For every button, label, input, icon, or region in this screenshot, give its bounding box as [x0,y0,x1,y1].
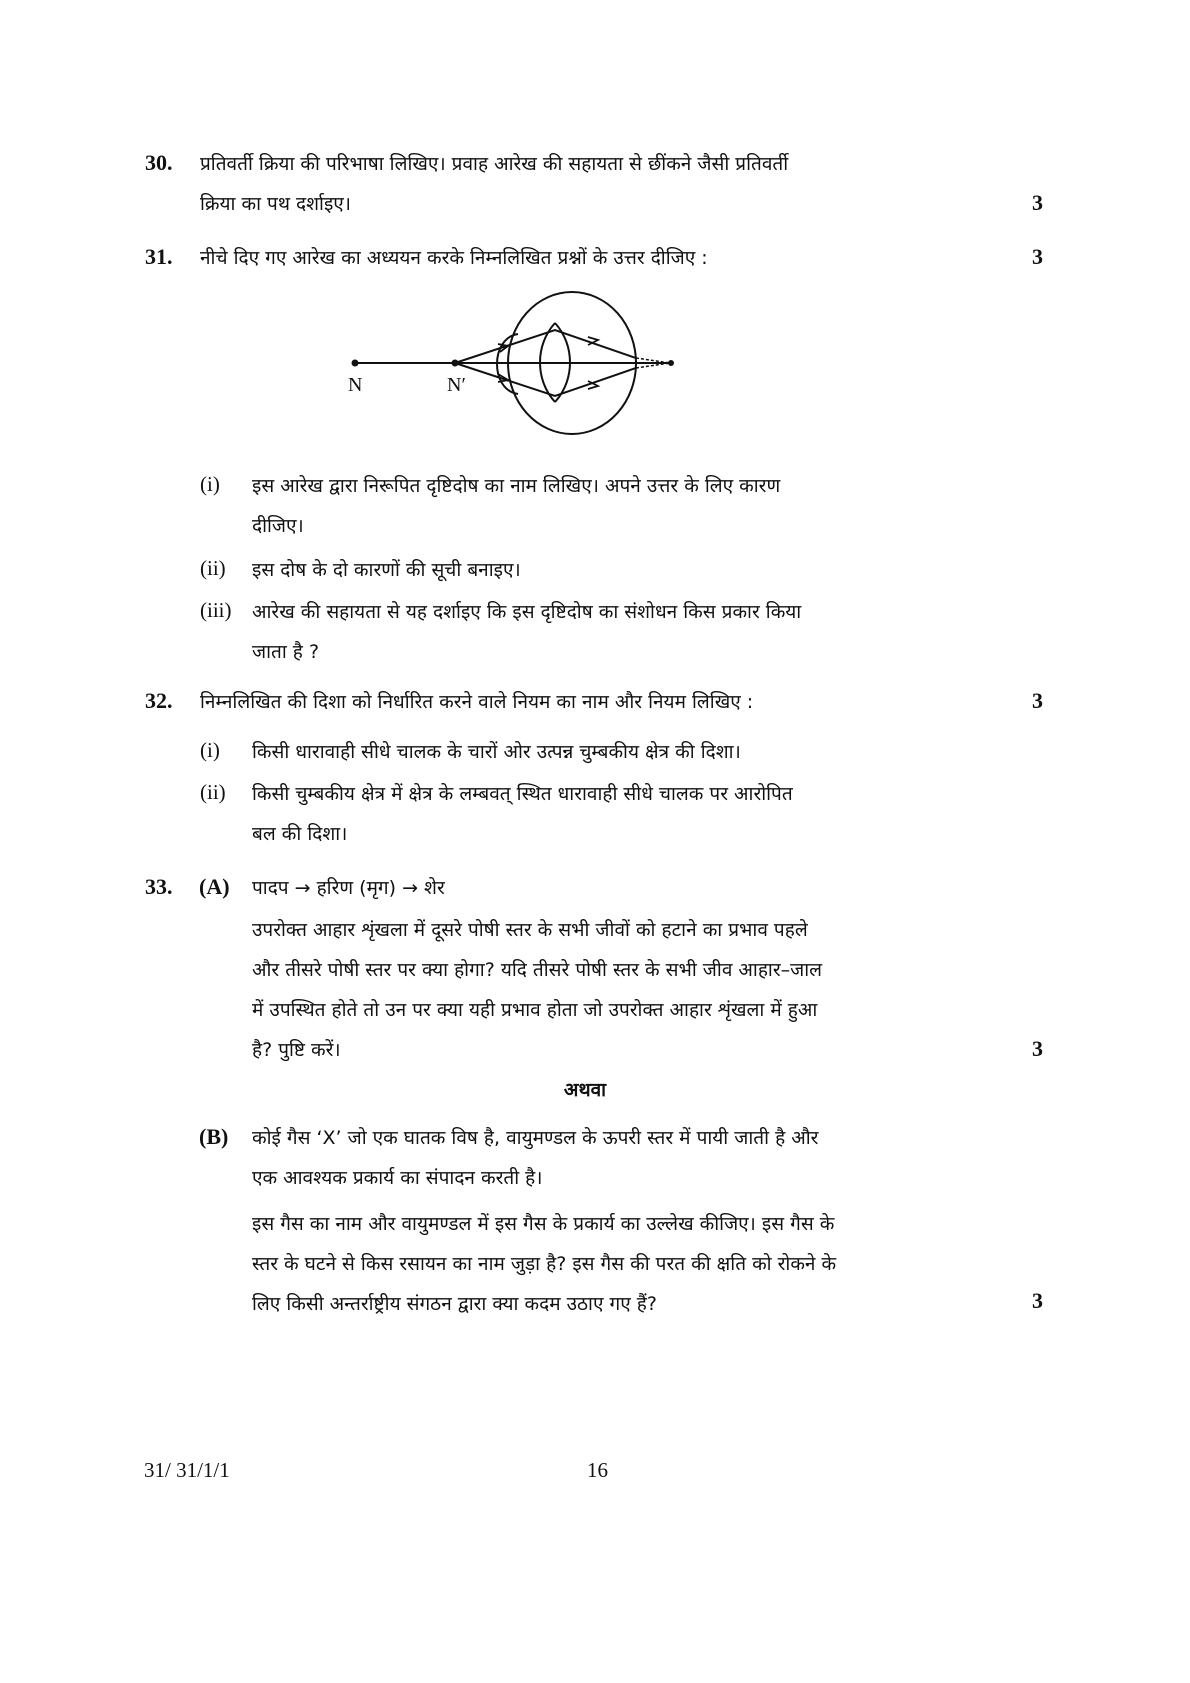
q31-part-i-line-1: इस आरेख द्वारा निरूपित दृष्टिदोष का नाम लिखिए। अपने उत्तर के लिए कारण [252,475,781,497]
diagram-label-n-prime: N′ [447,374,466,396]
q31-part-i-line-2: दीजिए। [252,515,304,537]
marks-30: 3 [1032,190,1043,215]
q31-part-ii-label: (ii) [200,556,226,580]
q31-part-iii-line-1: आरेख की सहायता से यह दर्शाइए कि इस दृष्टिदोष का संशोधन किस प्रकार किया [252,601,802,623]
question-31-text: नीचे दिए गए आरेख का अध्ययन करके निम्नलिखित प्रश्नों के उत्तर दीजिए : [200,247,708,269]
page-number: 16 [587,1458,608,1482]
question-30-line-1: प्रतिवर्ती क्रिया की परिभाषा लिखिए। प्रवाह आरेख की सहायता से छींकने जैसी प्रतिवर्ती [200,153,789,175]
q33-b-line-4: स्तर के घटने से किस रसायन का नाम जुड़ा है? इस गैस की परत की क्षति को रोकने के [252,1253,837,1275]
q32-part-i-line-1: किसी धारावाही सीधे चालक के चारों ओर उत्पन्न चुम्बकीय क्षेत्र की दिशा। [252,741,741,763]
marks-32: 3 [1032,688,1043,713]
question-32-text: निम्नलिखित की दिशा को निर्धारित करने वाले नियम का नाम और नियम लिखिए : [200,691,754,713]
q33-part-a-label: (A) [199,874,230,899]
question-30-line-2: क्रिया का पथ दर्शाइए। [200,193,351,215]
question-number-31: 31. [145,244,173,269]
diagram-label-n: N [348,374,363,396]
q31-part-i-label: (i) [200,472,220,496]
q32-part-ii-line-1: किसी चुम्बकीय क्षेत्र में क्षेत्र के लम्बवत् स्थित धारावाही सीधे चालक पर आरोपित [252,783,793,805]
point-n-prime [452,360,459,367]
question-number-30: 30. [145,150,173,175]
eye-defect-diagram [340,290,700,440]
question-number-33: 33. [145,874,173,899]
q33-b-line-2: एक आवश्यक प्रकार्य का संपादन करती है। [252,1167,543,1189]
q33-a-line-2: और तीसरे पोषी स्तर पर क्या होगा? यदि तीसरे पोषी स्तर के सभी जीव आहार–जाल [252,959,823,981]
q33-b-line-3: इस गैस का नाम और वायुमण्डल में इस गैस के प्रकार्य का उल्लेख कीजिए। इस गैस के [252,1213,835,1235]
q33-b-line-1: कोई गैस ‘X’ जो एक घातक विष है, वायुमण्डल के ऊपरी स्तर में पायी जाती है और [252,1127,819,1149]
point-n [352,360,359,367]
paper-code: 31/ 31/1/1 [144,1458,230,1482]
q32-part-ii-line-2: बल की दिशा। [252,823,348,845]
q33-a-line-4: है? पुष्टि करें। [252,1039,341,1061]
marks-33a: 3 [1032,1036,1043,1061]
q31-part-ii-line-1: इस दोष के दो कारणों की सूची बनाइए। [252,559,521,581]
q32-part-i-label: (i) [200,738,220,762]
marks-31: 3 [1032,244,1043,269]
q33-a-line-1: उपरोक्त आहार शृंखला में दूसरे पोषी स्तर के सभी जीवों को हटाने का प्रभाव पहले [252,919,808,941]
q31-part-iii-label: (iii) [200,598,232,622]
q33-b-line-5: लिए किसी अन्तर्राष्ट्रीय संगठन द्वारा क्या कदम उठाए गए हैं? [252,1293,657,1315]
q31-part-iii-line-2: जाता है ? [252,641,320,663]
question-number-32: 32. [145,688,173,713]
q33-part-b-label: (B) [199,1124,229,1149]
q33-a-line-3: में उपस्थित होते तो उन पर क्या यही प्रभाव होता जो उपरोक्त आहार शृंखला में हुआ [252,999,818,1021]
q32-part-ii-label: (ii) [200,780,226,804]
marks-33b: 3 [1032,1288,1043,1313]
food-chain: पादप → हरिण (मृग) → शेर [252,877,445,899]
or-separator: अथवा [563,1079,607,1101]
